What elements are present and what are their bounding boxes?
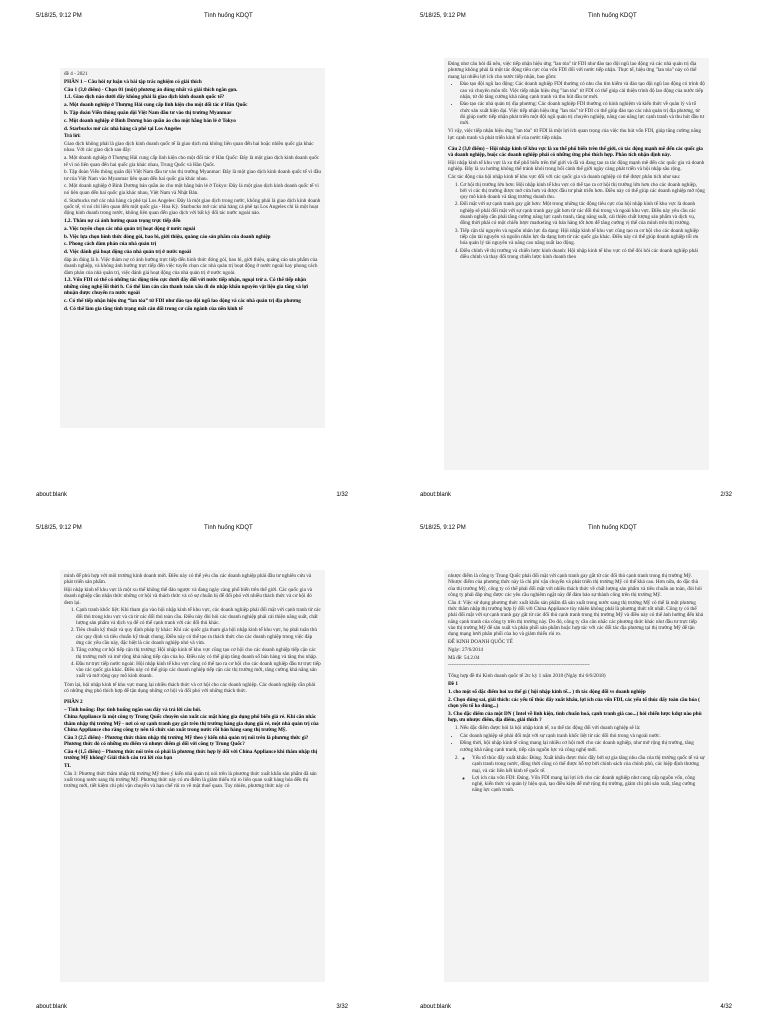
text-line: nhược điểm là công ty Trung Quốc phải đối mặt với cạnh tranh gay gắt từ các đối thủ cạnh tranh trong thị trường Mỹ. Nhược điểm của phương thức này là chi phí vận chuyển và phát triển thị trường Mỹ có thể khá cao. Hơn nữa, do đặc thù của thị trường Mỹ, công ty có thể phải đối mặt với nhiều thách thức về chất lượng sản phẩm và tiêu chuẩn an toàn, đòi hỏi công ty phải đáp ứng được các yêu cầu nghiêm ngặt này để đảm bảo sự thành công trên thị trường Mỹ. [448, 573, 702, 598]
text-line: 1.3. Vốn FDI có thể có những tác động tiêu cực dưới đây đối với nước tiếp nhận, ngoại trừ a. Có thể tiếp nhận những công nghệ lỗi thời b. Có thể làm cán cân thanh toán xấu đi do nhập khẩu nguyên vật liệu gia tăng và lợi nhuận được chuyển ra nước ngoài [64, 277, 308, 296]
footer-url: about:blank [420, 1004, 452, 1010]
list-item: 4. Đầu tư trực tiếp nước ngoài: Hội nhập kinh tế khu vực cũng có thể tạo ra cơ hội cho các doanh nghiệp đầu tư trực tiếp vào các quốc gia khác. Điều này có thể giúp các doanh nghiệp tiếp cận các thị trường mới, tăng cường khả năng sản xuất và mở rộng quy mô kinh doanh. [76, 661, 321, 680]
text-line: d. Có thể làm gia tăng tình trạng mất cân đối trong cơ cấu ngành của nền kinh tế [64, 305, 243, 312]
list-item: 4. Điều chỉnh về thị trường và chiến lược kinh doanh: Hội nhập kinh tế khu vực có thể đòi hỏi các doanh nghiệp phải điều chỉnh và thay đổi trong chiến lược kinh doanh theo [460, 248, 705, 261]
page-footer [36, 490, 348, 500]
numbered-list [460, 182, 705, 261]
document-title: Tình huống KDQT [204, 13, 253, 19]
print-page-4 [384, 512, 768, 1024]
print-date: 5/18/25, 9:12 PM [36, 525, 82, 531]
text-line: Câu 2 (3,0 điểm) – Hội nhập kinh tế khu vực là xu thế phổ biến trên thế giới, có tác động mạnh mẽ đến các quốc gia và doanh nghiệp, buộc các doanh nghiệp phải có những ứng phó thích hợp. Phân tích nhận định này. [448, 145, 703, 158]
text-line: Trả lời: [64, 133, 81, 140]
footer-url: about:blank [36, 492, 68, 498]
text-line: c. Có thể tiếp nhận hiệu ứng “lan tỏa” từ FDI như đào tạo đội ngũ lao động và các nhà quản trị địa phương [64, 297, 301, 304]
text-line: Tổng hợp đề thi Kinh doanh quốc tế 2tc kỳ 1 năm 2018 (Ngày thi 6/6/2018) [448, 673, 606, 680]
text-line: – Tình huống: Đọc tình huống ngắn sau đây và trả lời câu hỏi. [64, 706, 202, 713]
page-footer [420, 490, 732, 500]
text-line: PHẦN 2 [64, 698, 83, 705]
numbered-list [460, 755, 705, 794]
document-content [444, 58, 709, 470]
divider-line: ---------------------------------------------------------------------------------- [448, 662, 590, 669]
text-line: Hội nhập kinh tế khu vực là một xu thế không thể đảo ngược và đang ngày càng phổ biến trên thế giới. Các quốc gia và doanh nghiệp cần nhận thức những cơ hội và thách thức và có sự chuẩn bị để đối phó với nhiều thách thức và cơ hội đó đem lại. [64, 587, 313, 606]
numbered-list [460, 725, 705, 731]
page-footer [420, 1002, 732, 1012]
text-line: b. Tập đoàn Viễn thông quân đội Việt Nam đầu tư vào thị trường Myanmar [64, 109, 232, 116]
list-item: • Các doanh nghiệp sẽ phải đối mặt với sự cạnh tranh khốc liệt từ các đối thủ trong và ngoài nước. [460, 733, 705, 739]
text-line: Vì vậy, việc tiếp nhận hiệu ứng "lan tỏa" từ FDI là một lợi ích quan trọng của việc thu hút vốn FDI, giúp tăng cường năng lực cạnh tranh và phát triển kinh tế của nước tiếp nhận. [448, 128, 701, 141]
list-item: ◦ 2. Yếu tố thúc đẩy xuất khẩu: Đúng. Xuất khẩu được thúc đẩy bởi sự gia tăng nhu cầu của thị trường quốc tế và sự cạnh tranh trong nước, đồng thời cũng có thể được hỗ trợ bởi chính sách của chính phủ, các hiệp định thương mại, và các liên kết kinh tế quốc tế. [472, 755, 705, 774]
list-item: ◦ Lợi ích của vốn FDI: Đúng. Vốn FDI mang lại lợi ích cho các doanh nghiệp như cung cấp nguồn vốn, công nghệ, kiến thức và quản lý hiệu quả, tạo điều kiện để mở rộng thị trường, giảm chi phí sản xuất, tăng cường năng lực cạnh tranh. [472, 775, 705, 794]
bullet-list [472, 755, 705, 794]
list-item: 1. Cạnh tranh khốc liệt: Khi tham gia vào hội nhập kinh tế khu vực, các doanh nghiệp phải đối mặt với cạnh tranh từ các đối thủ trong khu vực và cả từ các đối thủ toàn cầu. Điều này đòi hỏi các doanh nghiệp phải cải thiện năng suất, chất lượng sản phẩm và dịch vụ để có thể cạnh tranh với các đối thủ khác. [76, 607, 321, 626]
page-header [420, 11, 732, 21]
text-line: c. Phong cách đàm phán của nhà quản trị [64, 241, 157, 248]
document-title: Tình huống KDQT [588, 13, 637, 19]
text-line: d. Việc đánh giá hoạt động của nhà quản trị ở nước ngoài [64, 249, 191, 256]
text-line: Câu 4: Việc sử dụng phương thức xuất khẩu sản phẩm đã sản xuất trong nước sang thị trường Mỹ có thể là một phương thức thâm nhập thị trường hợp lý đối với China Appliance tùy nhiên không phải là phương thức tốt nhất. Công ty có thể phải đối mặt với sự cạnh tranh gay gắt từ các đối thủ cạnh tranh trong thị trường Mỹ và điều này có thể ảnh hưởng đến khả năng cạnh tranh của công ty trên thị trường này. Do đó, công ty cần cân nhắc các phương thức khác như đầu tư trực tiếp vào thị trường Mỹ để sản xuất và phân phối sản phẩm hoặc hợp tác với các đối tác địa phương tại thị trường Mỹ để tận dụng mạng lưới phân phối của họ và giảm thiểu rủi ro. [448, 599, 704, 638]
page-header [420, 523, 732, 533]
list-item [460, 755, 705, 794]
page-number: 1/32 [336, 492, 348, 498]
text-line: TL [64, 763, 71, 770]
list-item: 3. Tăng cường cơ hội tiếp cận thị trường: Hội nhập kinh tế khu vực cũng tạo cơ hội cho các doanh nghiệp tiếp cận các thị trường mới và mở rộng khả năng tiếp cận của họ. Điều này có thể giúp tăng doanh số bán hàng và tăng thu nhập. [76, 647, 321, 660]
page-header [36, 523, 348, 533]
text-line: a. Việc tuyển chọn các nhà quản trị hoạt động ở nước ngoài [64, 225, 196, 232]
text-line: d. Starbucks mở các nhà hàng cà phê tại Los Angeles [64, 125, 182, 132]
text-line: 1.2. Thâm nợ cá ánh hướng quan trọng trực tiếp đến [64, 217, 181, 224]
text-line: Hội nhập kinh tế khu vực là xu thế phổ biến trên thế giới và đã và đang tạo ra tác động mạnh mẽ đến các quốc gia và doanh nghiệp. Đây là xu hướng không thể tránh khỏi trong bối cảnh thế giới ngày càng phát triển và hội nhập sâu rộng. [448, 159, 705, 172]
list-item: • Đào tạo đội ngũ lao động: Các doanh nghiệp FDI thường có nhu cầu tìm kiếm và đào tạo đội ngũ lao động có trình độ cao và chuyên môn tốt. Việc tiếp nhận hiệu ứng "lan tỏa" từ FDI có thể giúp cải thiện trình độ lao động của nước tiếp nhận, từ đó tăng cường khả năng cạnh tranh và thu hút đầu tư mới. [460, 81, 705, 100]
text-line: Câu 3 (2,5 điểm) - Phương thức thâm nhập thị trường Mỹ theo ý kiến nhà quản trị nói trên là phương thức gì? Phương thức đó có những ưu điểm và nhược điểm gì đối với công ty Trung Quốc? [64, 734, 309, 748]
print-page-3 [0, 512, 384, 1024]
document-title: Tình huống KDQT [204, 525, 253, 531]
text-line: Đề 1 [448, 680, 458, 687]
document-content [60, 68, 325, 428]
text-line: a. Một doanh nghiệp ở Thượng Hải cung cấp linh kiện cho một đối tác ở Hàn Quốc [64, 102, 248, 109]
text-line: mình để phù hợp với môi trường kinh doanh mới. Điều này có thể yêu cầu các doanh nghiệp phải đầu tư nghiên cứu và phát triển sản phẩm. [64, 573, 312, 586]
text-line: Đúng như câu hỏi đã nêu, việc tiếp nhận hiệu ứng "lan tỏa" từ FDI như đào tạo đội ngũ lao động và các nhà quản trị địa phương không phải là một tác động tiêu cực của vốn FDI đối với nước tiếp nhận. Thực tế, hiệu ứng "lan tỏa" này có thể mang lại nhiều lợi ích cho nước tiếp nhận, bao gồm: [448, 61, 697, 80]
text-line: 1. cho một số đặc điểm hoi xu thế gì ( hội nhập kinh tế... ) th tác động đối vs doanh nghiệp [448, 688, 646, 695]
page-number: 4/32 [720, 1004, 732, 1010]
text-line: b. Việc lựa chọn hình thức đóng gói, bao bì, giới thiệu, quảng cáo sản phẩm của doanh nghiệp [64, 233, 271, 240]
list-item: 3. Tiếp cận tài nguyên và nguồn nhân lực đa dạng: Hội nhập kinh tế khu vực cũng tạo ra cơ hội cho các doanh nghiệp tiếp cận tài nguyên và nguồn nhân lực đa dạng hơn từ các quốc gia khác. Điều này có thể giúp doanh nghiệp tối ưu hóa quản lý tài nguyên và nâng cao năng suất lao động. [460, 228, 705, 247]
page-footer [36, 1002, 348, 1012]
text-line: c. Một doanh nghiệp ở Bình Dương bán quần áo cho một hãng bán lẻ ở Tokyo: Đây là một giao dịch kinh doanh quốc tế vì nó liên quan đến hai quốc gia khác nhau, Việt Nam và Nhật Bản. [64, 183, 319, 196]
text-line: a. Một doanh nghiệp ở Thượng Hải cung cấp linh kiện cho một đối tác ở Hàn Quốc: Đây là một giao dịch kinh doanh quốc tế vì nó liên quan đến hai quốc gia khác nhau, Trung Quốc và Hàn Quốc. [64, 155, 319, 168]
print-page-1 [0, 0, 384, 512]
document-content [444, 570, 709, 982]
text-line: Các tác động của hội nhập kinh tế khu vực đối với các quốc gia và doanh nghiệp có thể được phân tích như sau: [448, 173, 681, 180]
text-line: Tóm lại, hội nhập kinh tế khu vực mang lại nhiều thách thức và cơ hội cho các doanh nghiệp. Các doanh nghiệp cần phải có những ứng phó thích hợp để tận dụng những cơ hội và đối phó với những thách thức. [64, 681, 316, 695]
text-line: China Appliance là một công ty Trung Quốc chuyên sản xuất các mặt hàng gia dụng phổ biến giá rẻ. Khi căn nhắc thâm nhập thị trường Mỹ - nơi có sự cạnh tranh gay gắt trên thị trường hàng gia dụng giá rẻ, một nhà quản trị của China Appliance cho rằng công ty nên tổ chức sản xuất trong nước rồi bán hàng sang thị trường Mỹ. [64, 714, 319, 734]
text-line: ĐỀ KINH DOANH QUỐC TẾ [448, 638, 513, 645]
text-line: đáp án đúng là b. Việc thâm nợ có ảnh hưởng trực tiếp đến hình thức đóng gói, bao bì, giới thiệu, quảng cáo sản phẩm của doanh nghiệp, và không ảnh hưởng trực tiếp đến việc tuyển chọn các nhà quản trị hoạt động ở nước ngoài hay phong cách đàm phán của nhà quản trị, việc đánh giá hoạt động của nhà quản trị ở nước ngoài. [64, 256, 318, 276]
list-item: 1. Cơ hội thị trường lớn hơn: Hội nhập kinh tế khu vực có thể tạo ra cơ hội thị trường lớn hơn cho các doanh nghiệp, bởi vì các thị trường được mở cửa hơn và được đầu tư phát triển hơn. Điều này có thể giúp các doanh nghiệp mở rộng quy mô kinh doanh và tăng trưởng doanh thu. [460, 182, 705, 201]
list-item: 2. Đối mặt với sự cạnh tranh gay gắt hơn: Một trong những tác động tiêu cực của hội nhập kinh tế khu vực là doanh nghiệp sẽ phải đối mặt với sự cạnh tranh gay gắt hơn từ các đối thủ trong và ngoài khu vực. Điều này yêu cầu các doanh nghiệp cần phải tăng cường năng lực cạnh tranh, tăng năng suất, cải thiện chất lượng sản phẩm và dịch vụ, đồng thời phải có một chiến lược marketing và bán hàng tốt hơn để tăng cường vị thế của mình trên thị trường. [460, 201, 705, 226]
text-line: 2. Chọn đúng sai, giải thích: các yếu tố thúc đẩy xuất khẩu, lợi ích của vốn FDI, các yếu tố thúc đẩy toàn cầu hóa ( chọn yếu tố ko đúng...) [448, 696, 700, 709]
bullet-list [460, 733, 705, 753]
text-line: Ngày: 27/6/2014 [448, 646, 484, 653]
page-header [36, 11, 348, 21]
text-line: c. Một doanh nghiệp ở Bình Dương bán quần áo cho một hãng bán lẻ ở Tokyo [64, 117, 236, 124]
page-number: 2/32 [720, 492, 732, 498]
print-page-2 [384, 0, 768, 512]
document-content [60, 570, 325, 982]
text-line: Câu 4 (1,5 điểm) – Phương thức nói trên có phải là phương thức hợp lý đối với China Appliance khi thâm nhập thị trường Mỹ không? Giải thích câu trả lời của bạn [64, 748, 318, 762]
footer-url: about:blank [420, 492, 452, 498]
list-item: • Đào tạo các nhà quản trị địa phương: Các doanh nghiệp FDI thường có kinh nghiệm và kiến thức về quản lý và tổ chức sản xuất hiện đại. Việc tiếp nhận hiệu ứng "lan tỏa" từ FDI có thể giúp đào tạo các nhà quản trị địa phương, từ đó giúp nước tiếp nhận phát triển một đội ngũ quản trị chuyên nghiệp, nâng cao năng lực cạnh tranh và thu hút đầu tư mới. [460, 101, 705, 126]
text-line: Giao dịch không phải là giao dịch kinh doanh quốc tế là giao dịch mà không liên quan đến hai hoặc nhiều quốc gia khác nhau. Với các giao dịch sau đây: [64, 141, 314, 154]
print-date: 5/18/25, 9:12 PM [420, 525, 466, 531]
print-date: 5/18/25, 9:12 PM [420, 13, 466, 19]
numbered-list [76, 607, 321, 679]
text-line: Mã đề: 54.2.04 [448, 654, 480, 661]
text-line: Câu 3: Phương thức thâm nhập thị trường Mỹ theo ý kiến nhà quản trị nói trên là phương thức xuất khẩu sản phẩm đã sản xuất trong nước sang thị trường Mỹ. Phương thức này có ưu điểm là giảm thiểu rủi ro liên quan xuất hàng hóa đến thị trường mới, tiết kiệm chi phí vận chuyển và hạn chế rủi ro về mặt thuế quan. Tuy nhiên, phương thức này có [64, 770, 317, 790]
text-line: 3. Cho đặc điểm của một DN ( Intel về linh kiện, tình chuẩn hoá, cạnh tranh giá cao...) hỏi chiến lược kdqt nào phù hợp, ưu nhược điểm, địa điểm, giải thích ? [448, 710, 702, 723]
page-number: 3/32 [336, 1004, 348, 1010]
list-item: • Đồng thời, hội nhập kinh tế cũng mang lại nhiều cơ hội mới cho các doanh nghiệp, như mở rộng thị trường, tăng cường khả năng cạnh tranh, tiếp cận nguồn lực và công nghệ mới. [460, 740, 705, 753]
text-line: Câu 1 (3,0 điểm) - Chọn 01 (một) phương án đúng nhất và giải thích ngắn gọn. [64, 86, 238, 93]
text-line: đề 4 - 2021 [64, 71, 88, 77]
text-line: d. Starbucks mở các nhà hàng cà phê tại Los Angeles: Đây là một giao dịch trong nước, không phải là giao dịch kinh doanh quốc tế, vì nó chỉ liên quan đến một quốc gia - Hoa Kỳ. Starbucks mở các nhà hàng cà phê tại Los Angeles chỉ là một hoạt động kinh doanh trong nước, không liên quan đến giao dịch với bất kỳ đối tác nước ngoài nào. [64, 197, 321, 217]
bullet-list [460, 81, 705, 126]
list-item: 2. Tiêu chuẩn kỹ thuật và quy định pháp lý khác: Khi các quốc gia tham gia hội nhập kinh tế khu vực, họ phải tuân thủ các quy định và tiêu chuẩn kỹ thuật chung. Điều này có thể tạo ra thách thức cho các doanh nghiệp trong việc đáp ứng các yêu cầu này, đặc biệt là các doanh nghiệp nhỏ và vừa. [76, 627, 321, 646]
print-date: 5/18/25, 9:12 PM [36, 13, 82, 19]
text-line: b. Tập đoàn Viễn thông quân đội Việt Nam đầu tư vào thị trường Myanmar: Đây là một giao dịch kinh doanh quốc tế vì đầu tư của Việt Nam vào Myanmar liên quan đến hai quốc gia khác nhau. [64, 169, 321, 182]
text-line: PHẦN 1 – Câu hỏi tự luận và bài tập trắc nghiệm có giải thích [64, 78, 202, 85]
document-title: Tình huống KDQT [588, 525, 637, 531]
footer-url: about:blank [36, 1004, 68, 1010]
list-item: 1. Nếu đặc điểm được hỏi là hội nhập kinh tế, xu thế tác động đối với doanh nghiệp sẽ là: [460, 725, 705, 731]
text-line: 1.1. Giao dịch nào dưới đây không phải là giao dịch kinh doanh quốc tế? [64, 94, 225, 101]
